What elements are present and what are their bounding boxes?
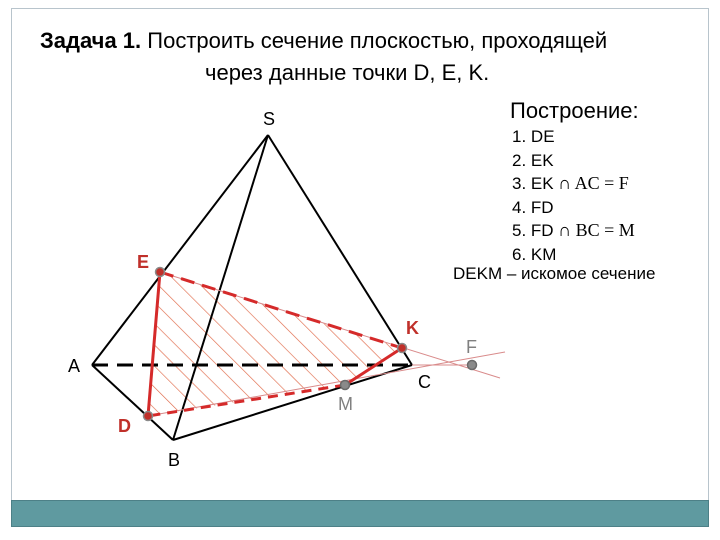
label-M: M xyxy=(338,394,353,414)
step-text: FD xyxy=(530,221,554,240)
step-text: KM xyxy=(530,244,557,264)
step-number: 1. xyxy=(512,127,527,146)
label-E: E xyxy=(137,252,150,272)
step-extra: ∩ AC = F xyxy=(553,173,629,193)
label-D: D xyxy=(118,416,131,436)
label-S: S xyxy=(263,109,276,129)
task-text-line2: через данные точки D, E, K. xyxy=(205,60,490,85)
step-number: 2. xyxy=(512,150,527,170)
section-fill xyxy=(148,272,402,416)
label-F: F xyxy=(466,337,477,357)
step-text: EK xyxy=(530,174,554,193)
point-D xyxy=(144,412,153,421)
task-text-line1: Построить сечение плоскостью, проходящей xyxy=(147,28,608,53)
step-number: 6. xyxy=(512,244,527,264)
step-text: FD xyxy=(530,197,554,217)
step-extra: ∩ BC = M xyxy=(553,220,635,240)
step-text: EK xyxy=(530,150,554,170)
point-E xyxy=(156,268,165,277)
step-number: 5. xyxy=(512,221,527,240)
label-B: B xyxy=(168,450,181,470)
step-text: DE xyxy=(530,127,555,146)
task-label: Задача 1. xyxy=(40,28,142,53)
step-number: 3. xyxy=(512,174,527,193)
point-K xyxy=(398,344,407,353)
conclusion-text: DEKM – искомое сечение xyxy=(453,264,656,283)
construction-heading: Построение: xyxy=(510,98,639,123)
label-K: K xyxy=(406,318,419,338)
label-C: C xyxy=(418,372,431,392)
point-M xyxy=(341,381,350,390)
label-A: A xyxy=(68,356,81,376)
point-F xyxy=(468,361,477,370)
step-number: 4. xyxy=(512,197,527,217)
